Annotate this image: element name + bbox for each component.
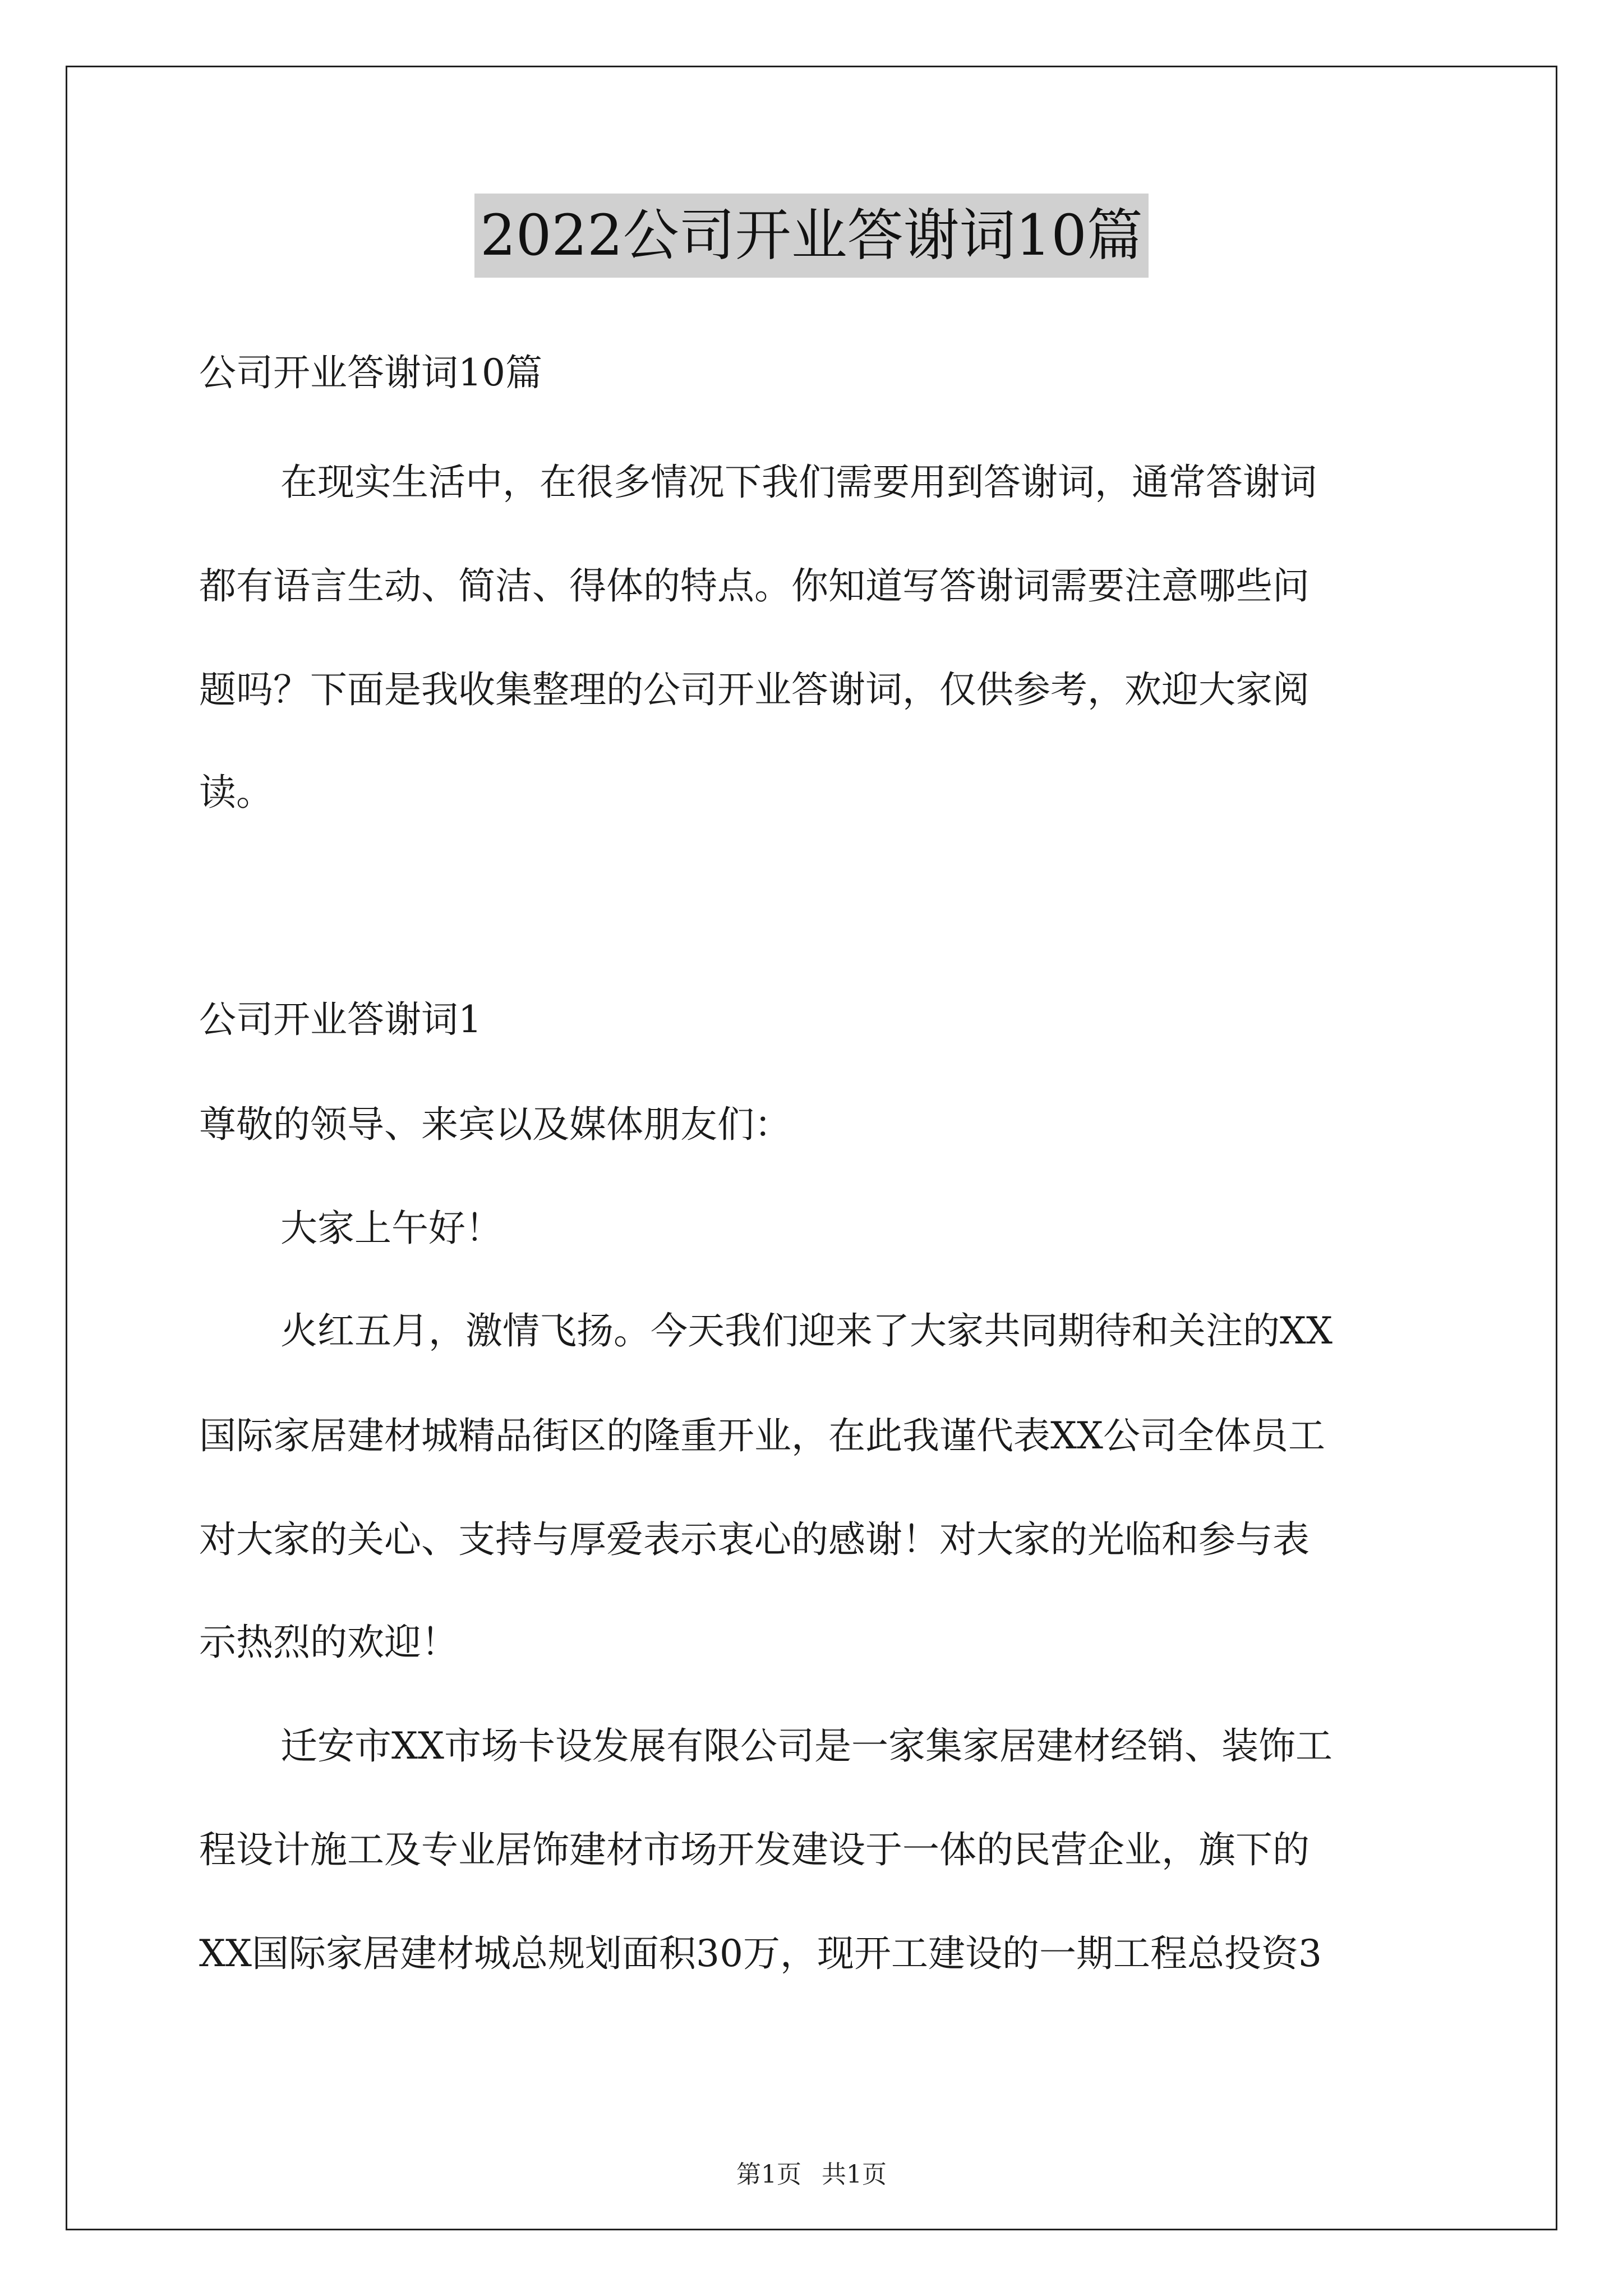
- paragraph-line: 对大家的关心、支持与厚爱表示衷心的感谢！对大家的光临和参与表: [199, 1518, 1310, 1561]
- paragraph-line: XX国际家居建材城总规划面积30万，现开工建设的一期工程总投资3: [199, 1932, 1322, 1975]
- title-container: [0, 194, 1623, 278]
- intro-line: 在现实生活中，在很多情况下我们需要用到答谢词，通常答谢词: [280, 461, 1317, 504]
- section-heading: 公司开业答谢词1: [199, 998, 482, 1041]
- intro-line: 读。: [199, 771, 273, 814]
- page-total: 共1页: [822, 2160, 887, 2189]
- intro-line: 都有语言生动、简洁、得体的特点。你知道写答谢词需要注意哪些问: [199, 564, 1310, 608]
- page-footer: [0, 2154, 1623, 2190]
- subtitle: 公司开业答谢词10篇: [199, 351, 542, 394]
- greeting: 大家上午好！: [280, 1207, 502, 1250]
- intro-line: 题吗？下面是我收集整理的公司开业答谢词，仅供参考，欢迎大家阅: [199, 668, 1310, 711]
- paragraph-line: 火红五月，激情飞扬。今天我们迎来了大家共同期待和关注的XX: [280, 1309, 1332, 1352]
- page-number: 第1页: [736, 2160, 801, 2189]
- document-title: 2022公司开业答谢词10篇: [474, 194, 1149, 278]
- paragraph-line: 国际家居建材城精品街区的隆重开业，在此我谨代表XX公司全体员工: [199, 1414, 1325, 1457]
- salutation: 尊敬的领导、来宾以及媒体朋友们：: [199, 1103, 791, 1146]
- paragraph-line: 程设计施工及专业居饰建材市场开发建设于一体的民营企业，旗下的: [199, 1828, 1310, 1871]
- paragraph-line: 迁安市XX市场卡设发展有限公司是一家集家居建材经销、装饰工: [280, 1724, 1332, 1768]
- paragraph-line: 示热烈的欢迎！: [199, 1621, 458, 1664]
